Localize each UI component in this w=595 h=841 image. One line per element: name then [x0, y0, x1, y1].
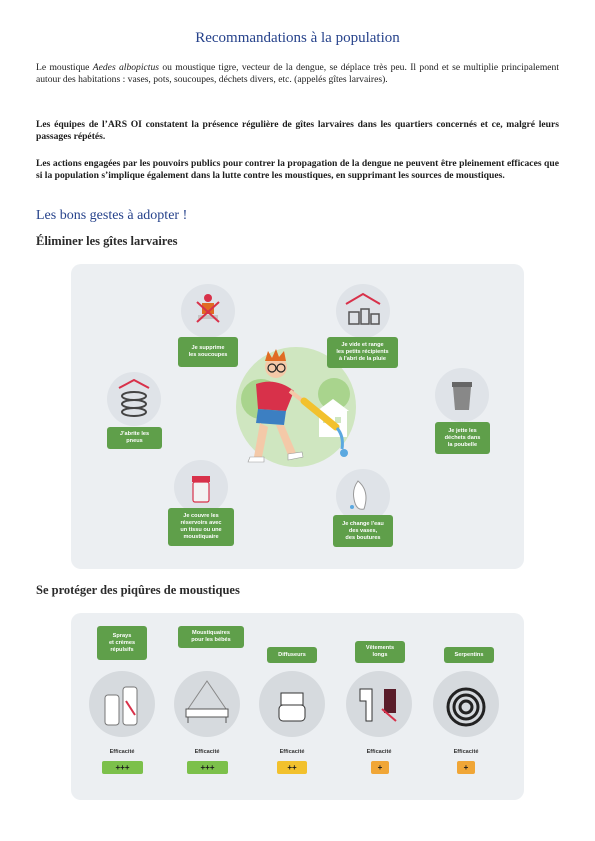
efficacy-label: Efficacité	[453, 749, 479, 755]
efficacy-label: Efficacité	[279, 749, 305, 755]
intro-text-end: ou moustique tigre, vecteur de la dengue, se déplace très peu. Il pond et se multiplie principalement autour des habitations : vases, pots, soucoupes, déchets divers, etc. (appelés gîtes larvaires).	[36, 62, 559, 85]
containers-icon	[336, 284, 390, 338]
efficacy-rating: +++	[102, 761, 143, 774]
protect-infographic	[71, 613, 524, 800]
coil-label: Serpentins	[444, 647, 494, 663]
clothes-circle	[346, 671, 412, 737]
tires-label: J’abrite les pneus	[107, 427, 162, 449]
eliminate-infographic	[71, 264, 524, 569]
efficacy-rating: +	[457, 761, 475, 774]
diffuser-circle	[259, 671, 325, 737]
mosquito-coil-icon	[433, 671, 499, 737]
public-action-paragraph: Les actions engagées par les pouvoirs publics pour contrer la propagation de la dengue ne peuvent être pleinement efficaces que si la population s’implique également dans la lutte contre les moustiques, en supprimant les sources de moustiques.	[36, 158, 559, 181]
saucer-label: Je supprime les soucoupes	[178, 337, 238, 367]
tires-circle	[107, 372, 161, 426]
intro-paragraph	[36, 62, 559, 86]
vase-label: Je change l’eau des vases, des boutures	[333, 515, 393, 547]
clothes-label: Vêtements longs	[355, 641, 405, 663]
efficacy-label: Efficacité	[194, 749, 220, 755]
containers-circle	[336, 284, 390, 338]
baby-net-bed-icon	[174, 671, 240, 737]
saucer-circle	[181, 284, 235, 338]
eliminate-title: Éliminer les gîtes larvaires	[36, 234, 178, 248]
section-title: Les bons gestes à adopter !	[36, 208, 188, 223]
covered-jar-label: Je couvre les réservoirs avec un tissu ou une moustiquaire	[168, 508, 234, 546]
efficacy-rating: +++	[187, 761, 228, 774]
diffuser-label: Diffuseurs	[267, 647, 317, 663]
repellent-spray-icon	[89, 671, 155, 737]
covered-jar-circle	[174, 460, 228, 514]
efficacy-rating: +	[371, 761, 389, 774]
repellent-circle	[89, 671, 155, 737]
repellent-label: Sprays et crèmes répulsifs	[97, 626, 147, 660]
efficacy-label: Efficacité	[366, 749, 392, 755]
intro-text-start: Le moustique	[36, 62, 93, 73]
diffuser-icon	[259, 671, 325, 737]
trash-bin-icon	[435, 368, 489, 422]
baby-net-label: Moustiquaires pour les bébés	[178, 626, 244, 648]
protect-title: Se protéger des piqûres de moustiques	[36, 583, 240, 597]
efficacy-rating: ++	[277, 761, 307, 774]
species-name: Aedes albopictus	[92, 62, 159, 73]
containers-label: Je vide et range les petits récipients à l’abri de la pluie	[327, 337, 398, 368]
saucer-icon	[181, 284, 235, 338]
baby-net-circle	[174, 671, 240, 737]
ars-paragraph: Les équipes de l’ARS OI constatent la présence régulière de gîtes larvaires dans les quartiers concernés et ce, malgré leurs passages répétés.	[36, 119, 559, 142]
trash-bin-label: Je jette les déchets dans la poubelle	[435, 422, 490, 454]
page-title: Recommandations à la population	[195, 30, 400, 46]
covered-jar-icon	[174, 460, 228, 514]
tires-icon	[107, 372, 161, 426]
long-clothes-icon	[346, 671, 412, 737]
coil-circle	[433, 671, 499, 737]
efficacy-label: Efficacité	[109, 749, 135, 755]
trash-bin-circle	[435, 368, 489, 422]
